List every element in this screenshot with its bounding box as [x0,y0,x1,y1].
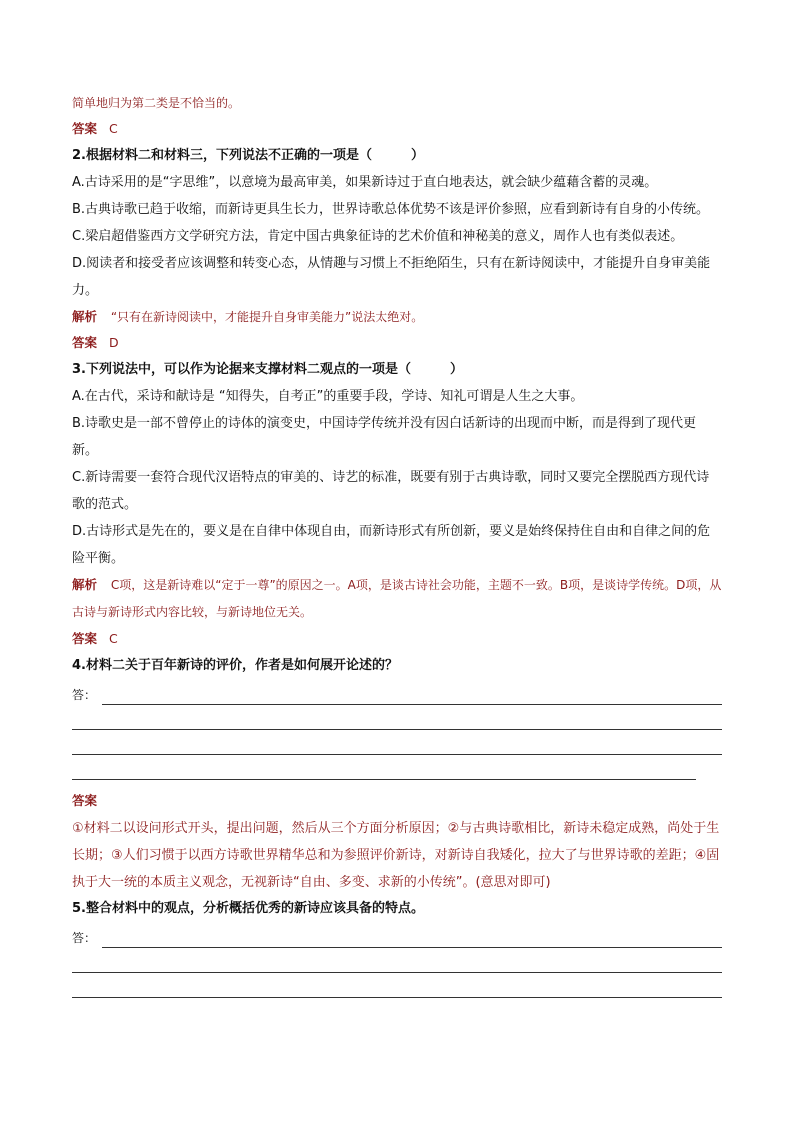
writing-rule [102,929,722,948]
intro-text: 简单地归为第二类是不恰当的。 [72,96,241,110]
q3-option-a: A.在古代，采诗和献诗是 “知得失，自考正”的重要手段，学诗、知礼可谓是人生之大事。 [72,389,584,404]
analysis-label: 解析 [72,577,98,592]
write-label: 答： [72,688,97,702]
q3-option-b: B.诗歌史是一部不曾停止的诗体的演变史，中国诗学传统并没有因白话新诗的出现而中断，而是得到了现代更新。 [72,416,697,458]
q2-analysis-text: “只有在新诗阅读中，才能提升自身审美能力”说法太绝对。 [110,310,424,324]
q5-stem: 5.整合材料中的观点，分析概括优秀的新诗应该具备的特点。 [72,901,424,916]
q2-option-b: B.古典诗歌已趋于收缩，而新诗更具生长力，世界诗歌总体优势不该是评价参照，应看到新诗有自身的小传统。 [72,202,710,217]
q3-analysis-text: C项，这是新诗难以“定于一尊”的原因之一。A项，是谈古诗社会功能，主题不一致。B项，是谈诗学传统。D项，从古诗与新诗形式内容比较，与新诗地位无关。 [72,578,722,619]
answer-letter: C [109,121,118,136]
answer-label: 答案 [72,631,98,646]
writing-line[interactable] [72,973,722,998]
answer-label: 答案 [72,793,98,808]
writing-line[interactable] [72,730,722,755]
q1-answer [72,116,722,143]
q3-option-d: D.古诗形式是先在的，要义是在自律中体现自由，而新诗形式有所创新，要义是始终保持住自由和自律之间的危险平衡。 [72,524,711,566]
q4-answer-heading [72,788,722,815]
q4-writing-area[interactable] [72,681,722,780]
q4-answer-text: ①材料二以设问形式开头，提出问题，然后从三个方面分析原因；②与古典诗歌相比，新诗未稳定成熟，尚处于生长期；③人们习惯于以西方诗歌世界精华总和为参照评价新诗，对新诗自我矮化，拉大了与世界诗歌的差距；④固执于大一统的本质主义观念，无视新诗“自由、多变、求新的小传统”。(意思对即可) [72,821,720,890]
q5-writing-area[interactable] [72,924,722,998]
q2-option-d: D.阅读者和接受者应该调整和转变心态，从情趣与习惯上不拒绝陌生，只有在新诗阅读中，才能提升自身审美能力。 [72,256,711,298]
writing-line[interactable] [72,924,722,948]
q3-answer [72,626,722,653]
writing-line[interactable] [72,948,722,973]
writing-line[interactable] [72,705,722,730]
answer-letter: D [109,335,119,350]
answer-label: 答案 [72,335,98,350]
writing-rule [102,686,722,705]
q3-stem: 3.下列说法中，可以作为论据来支撑材料二观点的一项是（ ） [72,362,463,377]
writing-line[interactable] [72,681,722,705]
writing-line[interactable] [72,755,696,780]
q2-answer [72,330,722,357]
q3-option-c: C.新诗需要一套符合现代汉语特点的审美的、诗艺的标准，既要有别于古典诗歌，同时又要完全摆脱西方现代诗歌的范式。 [72,470,710,512]
write-label: 答： [72,931,97,945]
worksheet-page [72,90,722,1004]
q2-option-a: A.古诗采用的是“字思维”，以意境为最高审美，如果新诗过于直白地表达，就会缺少蕴藉含蓄的灵魂。 [72,175,658,190]
answer-label: 答案 [72,121,98,136]
answer-letter: C [109,631,118,646]
q2-analysis [72,304,722,330]
q2-option-c: C.梁启超借鉴西方文学研究方法，肯定中国古典象征诗的艺术价值和神秘美的意义，周作人也有类似表述。 [72,229,684,244]
q2-stem: 2.根据材料二和材料三，下列说法不正确的一项是（ ） [72,148,424,163]
q3-analysis [72,572,722,626]
q4-stem: 4.材料二关于百年新诗的评价，作者是如何展开论述的？ [72,658,398,673]
analysis-label: 解析 [72,309,98,324]
